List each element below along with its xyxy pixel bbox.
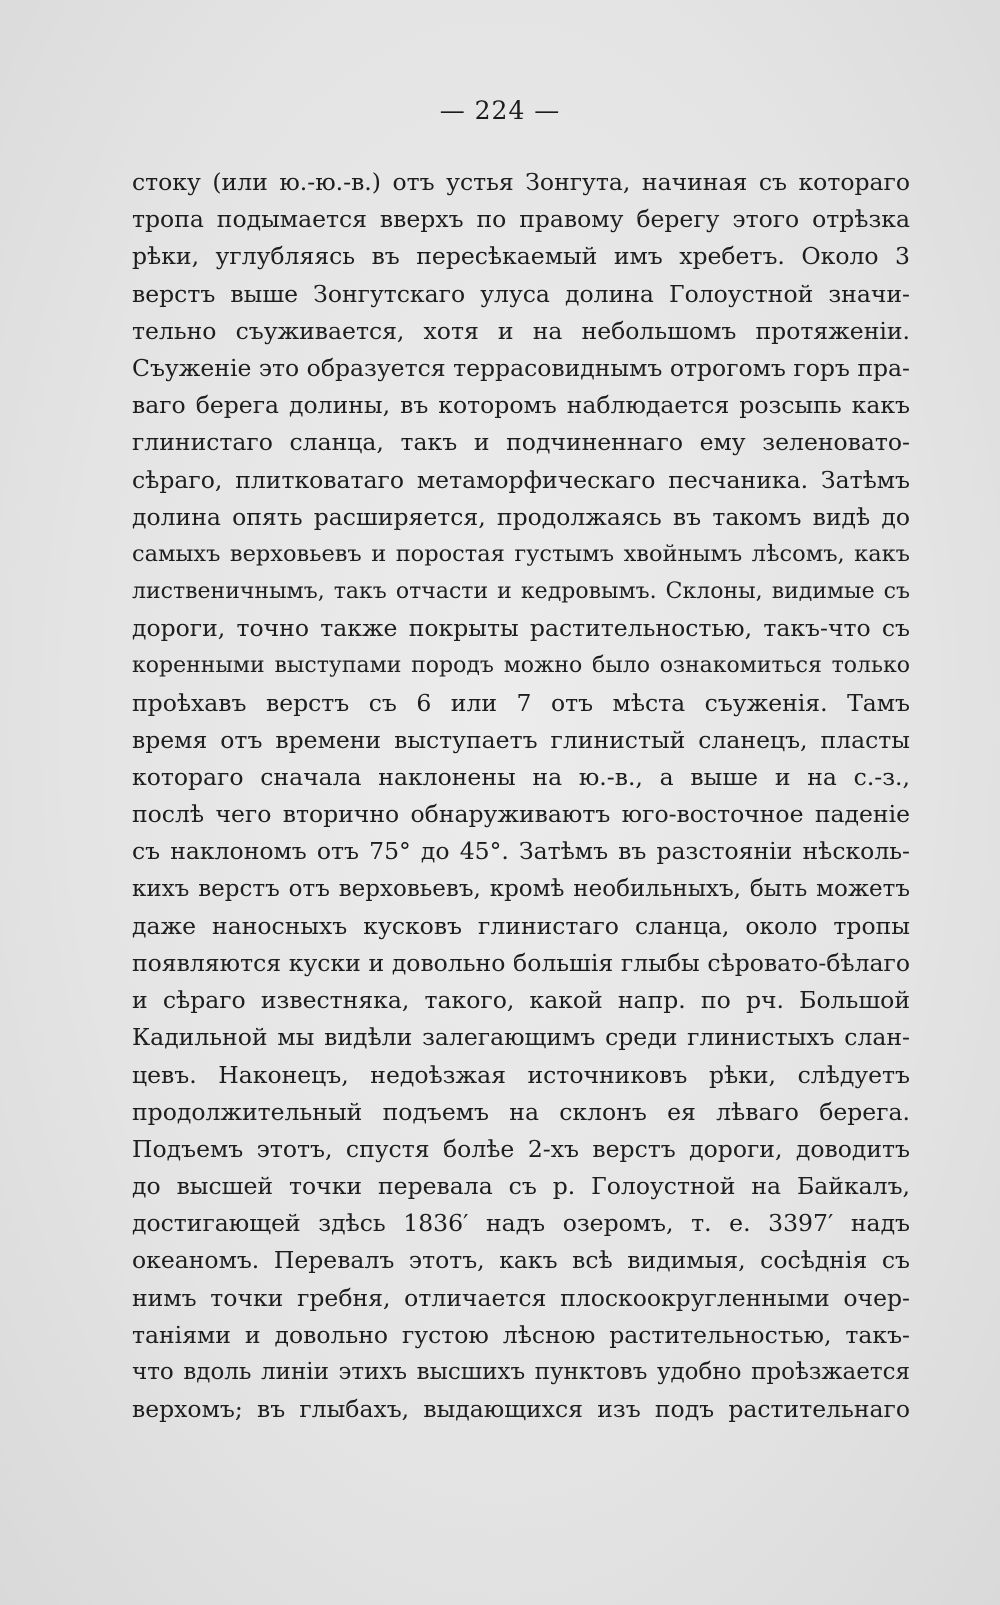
body-text <box>132 164 910 1428</box>
text-line: рѣки, углубляясь въ пересѣкаемый имъ хребетъ. Около 3 <box>132 242 910 271</box>
text-line: Съуженіе это образуется террасовиднымъ отрогомъ горъ пра- <box>132 353 910 382</box>
text-line: лиственичнымъ, такъ отчасти и кедровымъ. Склоны, видимые съ <box>132 579 910 605</box>
text-line: что вдоль линіи этихъ высшихъ пунктовъ удобно проѣзжается <box>132 1359 910 1385</box>
text-line: Подъемъ этотъ, спустя болѣе 2-хъ верстъ дороги, доводитъ <box>132 1134 910 1163</box>
text-line: верхомъ; въ глыбахъ, выдающихся изъ подъ растительнаго <box>132 1395 910 1424</box>
text-line: тропа подымается вверхъ по правому берегу этого отрѣзка <box>132 205 910 234</box>
text-line: цевъ. Наконецъ, недоѣзжая источниковъ рѣки, слѣдуетъ <box>132 1060 910 1089</box>
text-line: Кадильной мы видѣли залегающимъ среди глинистыхъ слан- <box>132 1023 910 1052</box>
text-line: коренными выступами породъ можно было ознакомиться только <box>132 653 910 679</box>
text-line: съ наклономъ отъ 75° до 45°. Затѣмъ въ разстояніи нѣсколь- <box>132 837 910 866</box>
page-number: — 224 — <box>439 96 561 125</box>
text-line: долина опять расширяется, продолжаясь въ такомъ видѣ до <box>132 502 910 531</box>
text-line: самыхъ верховьевъ и поростая густымъ хвойнымъ лѣсомъ, какъ <box>132 540 910 567</box>
text-line: проѣхавъ верстъ съ 6 или 7 отъ мѣста съуженія. Тамъ <box>132 688 910 717</box>
text-line: океаномъ. Перевалъ этотъ, какъ всѣ видимыя, сосѣднія съ <box>132 1246 910 1275</box>
text-line: и сѣраго известняка, такого, какой напр. по рч. Большой <box>132 986 910 1015</box>
text-line: тельно съуживается, хотя и на небольшомъ протяженіи. <box>132 316 910 345</box>
text-line: таніями и довольно густою лѣсною растительностью, такъ- <box>132 1320 910 1349</box>
text-line: глинистаго сланца, такъ и подчиненнаго ему зеленовато- <box>132 428 910 457</box>
text-line: появляются куски и довольно большія глыбы сѣровато-бѣлаго <box>132 948 910 977</box>
text-line: нимъ точки гребня, отличается плоскоокругленными очер- <box>132 1283 910 1312</box>
text-line: стоку (или ю.-ю.-в.) отъ устья Зонгута, начиная съ котораго <box>132 168 910 196</box>
text-line: кихъ верстъ отъ верховьевъ, кромѣ необильныхъ, быть можетъ <box>132 875 910 902</box>
text-line: сѣраго, плитковатаго метаморфическаго песчаника. Затѣмъ <box>132 465 910 494</box>
text-line: до высшей точки перевала съ р. Голоустной на Байкалъ, <box>132 1172 910 1201</box>
text-line: дороги, точно также покрыты растительностью, такъ-что съ <box>132 614 910 643</box>
text-line: достигающей здѣсь 1836′ надъ озеромъ, т. е. 3397′ надъ <box>132 1209 910 1238</box>
text-line: котораго сначала наклонены на ю.-в., а выше и на с.-з., <box>132 763 910 791</box>
text-line: послѣ чего вторично обнаруживаютъ юго-восточное паденіе <box>132 800 910 829</box>
text-line: ваго берега долины, въ которомъ наблюдается розсыпь какъ <box>132 391 910 420</box>
text-line: даже наносныхъ кусковъ глинистаго сланца, около тропы <box>132 911 910 940</box>
text-line: время отъ времени выступаетъ глинистый сланецъ, пласты <box>132 725 910 754</box>
text-line: верстъ выше Зонгутскаго улуса долина Голоустной значи- <box>132 279 910 308</box>
text-line: продолжительный подъемъ на склонъ ея лѣваго берега. <box>132 1097 910 1126</box>
